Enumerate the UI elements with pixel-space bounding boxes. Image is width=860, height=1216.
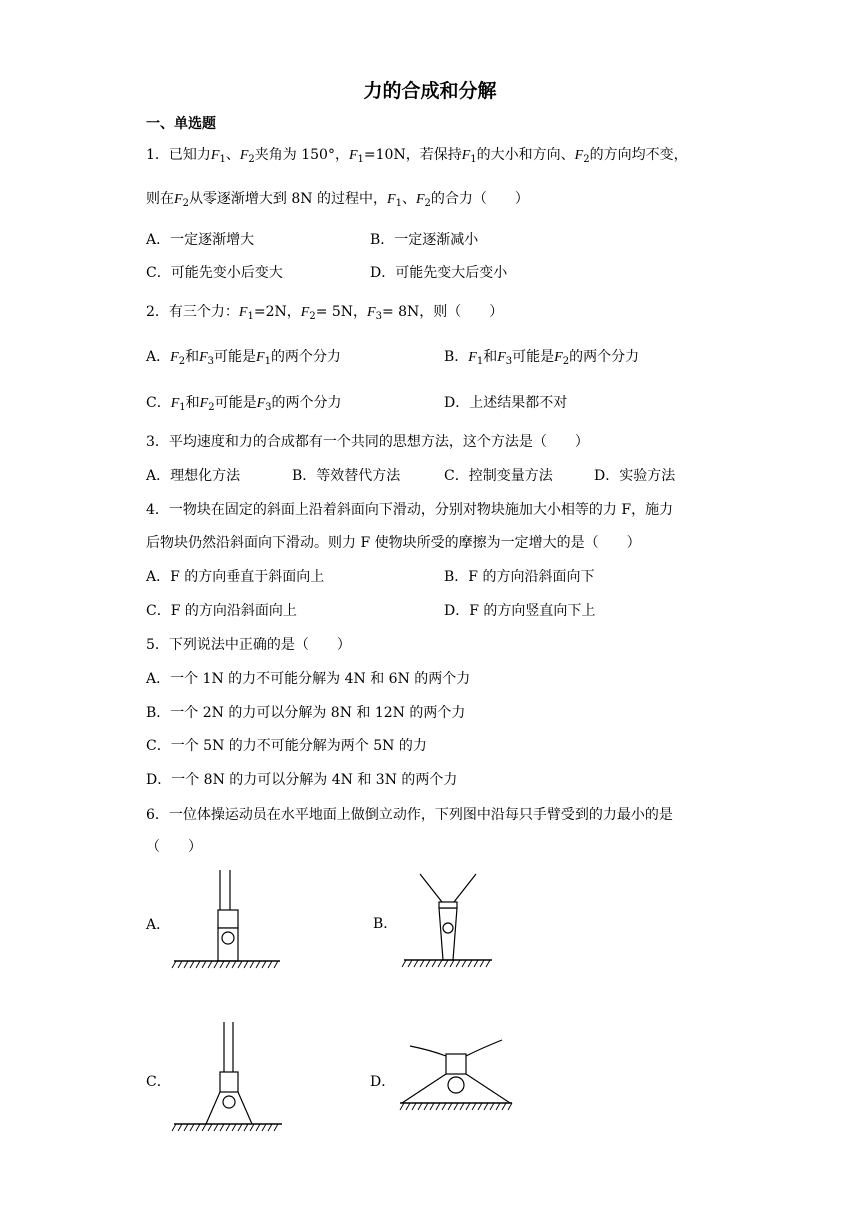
q6-label-b: B．: [373, 916, 398, 932]
q3-stem: 3．平均速度和力的合成都有一个共同的思想方法，这个方法是（ ）: [146, 434, 589, 450]
q4-option-c: C．F 的方向沿斜面向上: [146, 603, 297, 619]
q6-line2: （ ）: [146, 839, 202, 855]
q6-label-c: C．: [146, 1074, 171, 1090]
q5-option-b: B．一个 2N 的力可以分解为 8N 和 12N 的两个力: [146, 705, 466, 721]
q5-option-d: D．一个 8N 的力可以分解为 4N 和 3N 的两个力: [146, 772, 458, 788]
q3-option-b: B．等效替代方法: [292, 468, 401, 484]
q1-option-d: D．可能先变大后变小: [370, 265, 508, 281]
q1-option-c: C．可能先变小后变大: [146, 265, 283, 281]
q1-line1: 1．已知力$F_1$、$F_2$夹角为 150°，$F_1=10N$，若保持$F_1$的大小和方向、$F_2$的方向均不变，: [146, 147, 688, 165]
q2-option-c: C．$F_1$和$F_2$可能是$F_3$的两个分力: [146, 395, 342, 413]
figure-d-diagram: [398, 1030, 514, 1116]
q6-label-d: D．: [370, 1074, 396, 1090]
q6-line1: 6．一位体操运动员在水平地面上做倒立动作，下列图中沿每只手臂受到的力最小的是: [146, 807, 673, 823]
q1-option-a: A．一定逐渐增大: [146, 232, 255, 248]
q2-option-a: A．$F_2$和$F_3$可能是$F_1$的两个分力: [146, 349, 341, 367]
q1-line2: 则在$F_2$从零逐渐增大到 8N 的过程中，$F_1$、$F_2$的合力（ ）: [146, 191, 529, 209]
q5-option-a: A．一个 1N 的力不可能分解为 4N 和 6N 的两个力: [146, 671, 471, 687]
q2-stem: 2．有三个力：$F_1=2N$，$F_2= 5N$，$F_3= 8N$，则（ ）: [146, 304, 504, 322]
figure-b-diagram: [398, 872, 498, 968]
q4-option-d: D．F 的方向竖直向下上: [444, 603, 596, 619]
q5-stem: 5．下列说法中正确的是（ ）: [146, 637, 351, 653]
q2-option-d: D．上述结果都不对: [444, 395, 568, 411]
q3-option-c: C．控制变量方法: [444, 468, 553, 484]
figure-a-diagram: [170, 868, 285, 972]
section-heading: 一、单选题: [146, 116, 216, 132]
q5-option-c: C．一个 5N 的力不可能分解为两个 5N 的力: [146, 738, 427, 754]
q2-option-b: B．$F_1$和$F_3$可能是$F_2$的两个分力: [444, 349, 640, 367]
q3-option-a: A．理想化方法: [146, 468, 241, 484]
q4-option-a: A．F 的方向垂直于斜面向上: [146, 569, 325, 585]
q4-line1: 4．一物块在固定的斜面上沿着斜面向下滑动，分别对物块施加大小相等的力 F，施力: [146, 502, 674, 518]
q3-option-d: D．实验方法: [594, 468, 676, 484]
figure-c-diagram: [170, 1020, 285, 1138]
page-title: 力的合成和分解: [363, 80, 497, 102]
q4-option-b: B．F 的方向沿斜面向下: [444, 569, 595, 585]
q1-option-b: B．一定逐渐减小: [370, 232, 479, 248]
q4-line2: 后物块仍然沿斜面向下滑动。则力 F 使物块所受的摩擦为一定增大的是（ ）: [146, 535, 641, 551]
q6-label-a: A．: [146, 917, 171, 933]
